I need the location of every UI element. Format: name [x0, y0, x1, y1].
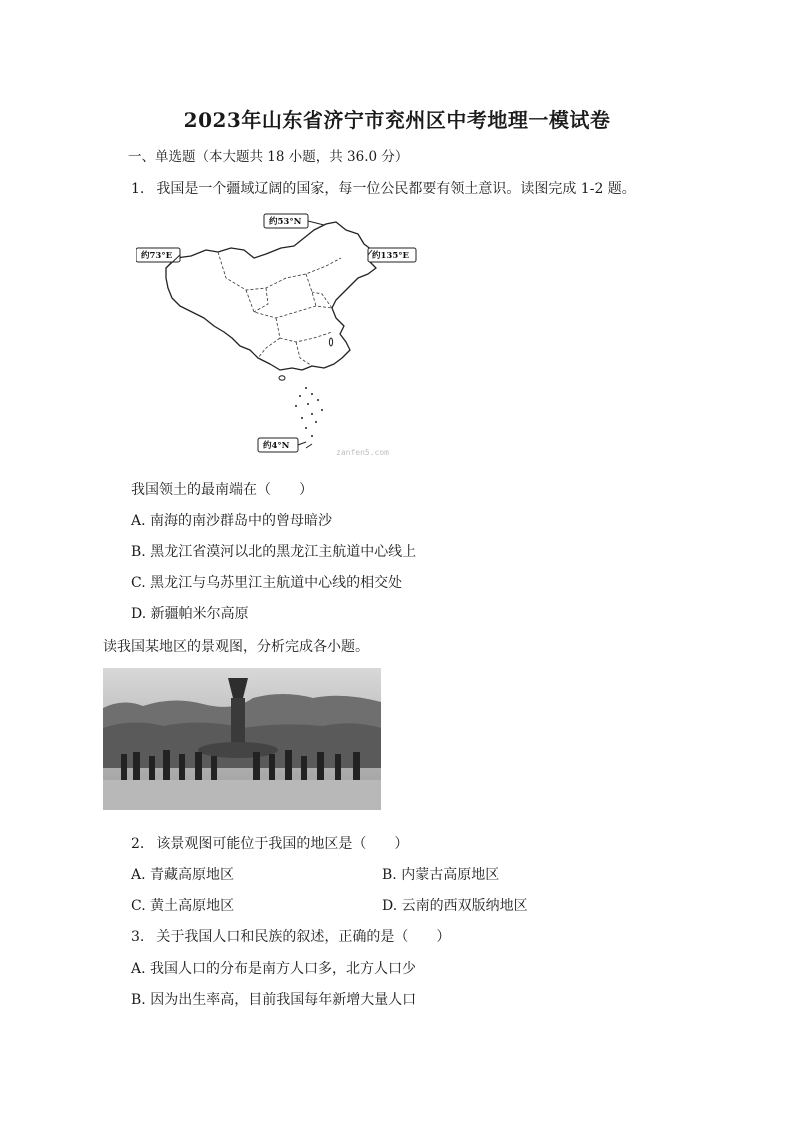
sub-question-1: 我国领土的最南端在（ ） — [131, 482, 313, 498]
question-number: 3. — [131, 929, 145, 945]
question-2 — [131, 833, 408, 853]
map-label-north: 约53°N — [269, 217, 302, 227]
landscape-photo — [103, 668, 381, 810]
map-label-west: 约73°E — [141, 251, 173, 261]
question-stem: 该景观图可能位于我国的地区是（ ） — [156, 836, 409, 852]
question-stem: 我国是一个疆域辽阔的国家，每一位公民都要有领土意识。读图完成 1-2 题。 — [156, 181, 636, 197]
question-number: 2. — [131, 836, 145, 852]
china-outline — [166, 222, 376, 370]
q2-option-d: D. 云南的西双版纳地区 — [382, 898, 528, 914]
south-sea-islands — [279, 338, 333, 448]
question-3 — [131, 926, 450, 946]
intro-text: 读我国某地区的景观图，分析完成各小题。 — [103, 639, 369, 655]
section-heading: 一、单选题（本大题共 18 小题，共 36.0 分） — [128, 149, 409, 165]
map-label-south: 约4°N — [263, 441, 290, 451]
q1-option-d: D. 新疆帕米尔高原 — [131, 606, 249, 622]
q3-option-b: B. 因为出生率高，目前我国每年新增大量人口 — [131, 992, 417, 1008]
q1-option-c: C. 黑龙江与乌苏里江主航道中心线的相交处 — [131, 575, 403, 591]
page-title: 2023年山东省济宁市兖州区中考地理一模试卷 — [183, 108, 611, 132]
q2-option-c: C. 黄土高原地区 — [131, 898, 235, 914]
question-stem: 关于我国人口和民族的叙述，正确的是（ ） — [156, 929, 451, 945]
question-1 — [131, 178, 636, 198]
question-number: 1. — [131, 181, 145, 197]
map-label-east: 约135°E — [372, 251, 409, 261]
q3-option-a: A. 我国人口的分布是南方人口多，北方人口少 — [131, 961, 417, 977]
q2-option-b: B. 内蒙古高原地区 — [382, 867, 500, 883]
china-map-figure — [136, 208, 426, 458]
watermark: zanfen5.com — [336, 448, 389, 457]
q2-option-a: A. 青藏高原地区 — [131, 867, 235, 883]
q1-option-b: B. 黑龙江省漠河以北的黑龙江主航道中心线上 — [131, 544, 417, 560]
q1-option-a: A. 南海的南沙群岛中的曾母暗沙 — [131, 513, 333, 529]
